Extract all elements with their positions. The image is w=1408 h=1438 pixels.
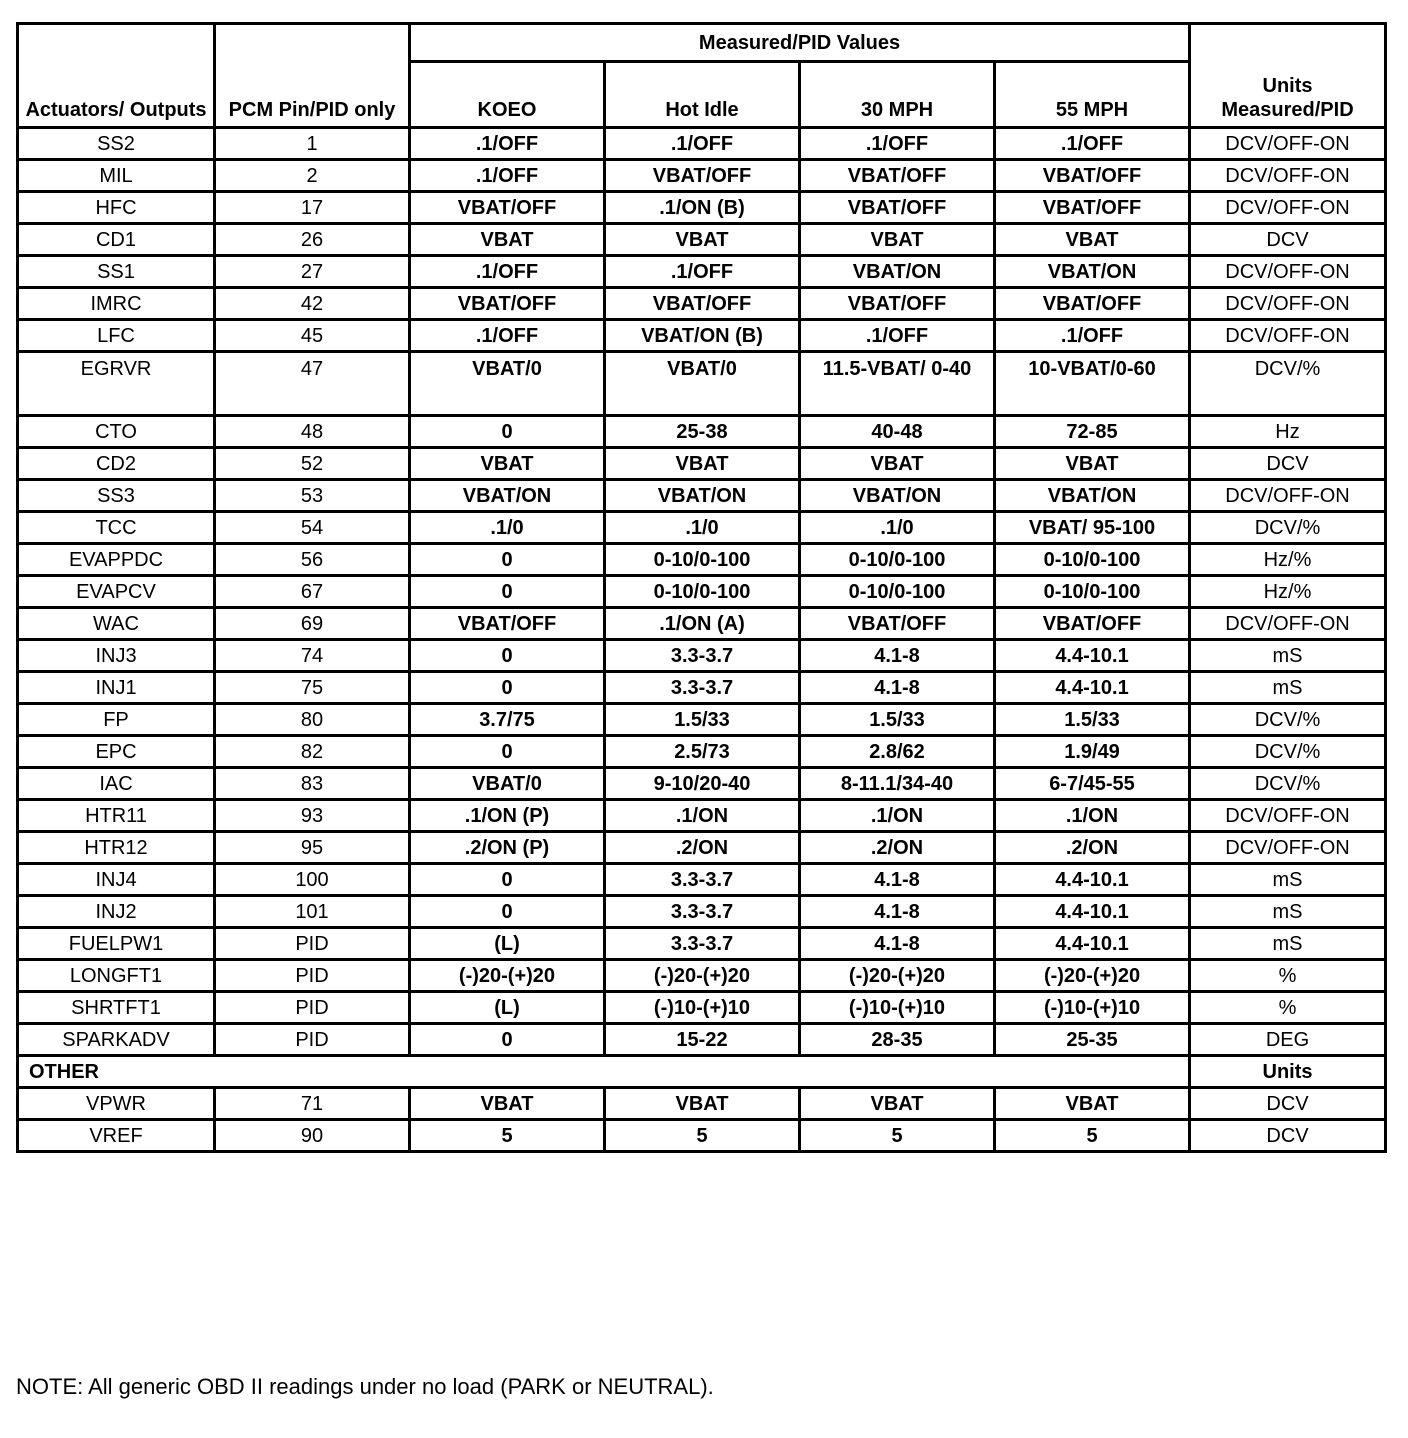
table-row <box>18 192 1386 224</box>
mph55-value: VBAT/ 95-100 <box>995 512 1190 544</box>
koeo-value: VBAT <box>410 1088 605 1120</box>
actuator-name: VPWR <box>18 1088 215 1120</box>
mph30-value: VBAT/ON <box>800 480 995 512</box>
koeo-value: .1/OFF <box>410 128 605 160</box>
koeo-value: .1/OFF <box>410 160 605 192</box>
koeo-value: 0 <box>410 672 605 704</box>
units-value: mS <box>1190 672 1386 704</box>
mph55-value: VBAT/OFF <box>995 192 1190 224</box>
table-row <box>18 512 1386 544</box>
pcm-pin: 75 <box>215 672 410 704</box>
pcm-pin: 2 <box>215 160 410 192</box>
actuator-name: TCC <box>18 512 215 544</box>
pcm-pin: 80 <box>215 704 410 736</box>
units-value: DCV/OFF-ON <box>1190 320 1386 352</box>
units-value: DCV/OFF-ON <box>1190 288 1386 320</box>
units-value: DCV/OFF-ON <box>1190 256 1386 288</box>
mph30-value: VBAT/OFF <box>800 192 995 224</box>
actuator-name: CTO <box>18 416 215 448</box>
pcm-pin: 90 <box>215 1120 410 1152</box>
koeo-value: VBAT <box>410 448 605 480</box>
other-label: OTHER <box>18 1056 1190 1088</box>
units-value: Hz/% <box>1190 576 1386 608</box>
mph55-value: 1.9/49 <box>995 736 1190 768</box>
units-value: DCV/% <box>1190 512 1386 544</box>
actuator-name: CD1 <box>18 224 215 256</box>
mph30-value: (-)20-(+)20 <box>800 960 995 992</box>
table-row <box>18 768 1386 800</box>
actuator-name: CD2 <box>18 448 215 480</box>
koeo-value: 0 <box>410 416 605 448</box>
mph55-value: 4.4-10.1 <box>995 864 1190 896</box>
actuator-name: HTR12 <box>18 832 215 864</box>
mph30-value: 1.5/33 <box>800 704 995 736</box>
koeo-value: (L) <box>410 928 605 960</box>
pcm-pin: 42 <box>215 288 410 320</box>
actuator-name: INJ1 <box>18 672 215 704</box>
footnote: NOTE: All generic OBD II readings under no load (PARK or NEUTRAL). <box>16 1374 714 1399</box>
table-row <box>18 576 1386 608</box>
hot-idle-value: (-)10-(+)10 <box>605 992 800 1024</box>
units-value: Hz/% <box>1190 544 1386 576</box>
actuator-name: FP <box>18 704 215 736</box>
mph55-value: .1/OFF <box>995 320 1190 352</box>
hot-idle-value: .1/ON (A) <box>605 608 800 640</box>
mph30-value: .1/0 <box>800 512 995 544</box>
other-section <box>18 1056 1386 1152</box>
units-value: DCV <box>1190 1088 1386 1120</box>
pcm-pin: 69 <box>215 608 410 640</box>
pcm-pin: PID <box>215 1024 410 1056</box>
pcm-pin: 54 <box>215 512 410 544</box>
mph55-value: 4.4-10.1 <box>995 672 1190 704</box>
pcm-pin: PID <box>215 960 410 992</box>
table-row <box>18 1024 1386 1056</box>
mph55-value: VBAT <box>995 1088 1190 1120</box>
units-value: DEG <box>1190 1024 1386 1056</box>
mph30-value: .1/ON <box>800 800 995 832</box>
hot-idle-value: .1/OFF <box>605 256 800 288</box>
koeo-value: VBAT/OFF <box>410 192 605 224</box>
mph55-value: VBAT/OFF <box>995 288 1190 320</box>
koeo-value: VBAT/0 <box>410 352 605 416</box>
table-row <box>18 448 1386 480</box>
hot-idle-value: 15-22 <box>605 1024 800 1056</box>
units-value: DCV/OFF-ON <box>1190 160 1386 192</box>
pcm-pin: 100 <box>215 864 410 896</box>
actuator-name: INJ2 <box>18 896 215 928</box>
mph30-value: 28-35 <box>800 1024 995 1056</box>
koeo-value: 0 <box>410 896 605 928</box>
hot-idle-value: 3.3-3.7 <box>605 864 800 896</box>
mph30-value: VBAT <box>800 448 995 480</box>
pcm-pin: PID <box>215 928 410 960</box>
units-value: DCV/OFF-ON <box>1190 800 1386 832</box>
units-value: DCV <box>1190 224 1386 256</box>
units-value: DCV/% <box>1190 736 1386 768</box>
hot-idle-value: VBAT <box>605 448 800 480</box>
header-measured-values: Measured/PID Values <box>410 24 1190 62</box>
koeo-value: 3.7/75 <box>410 704 605 736</box>
actuator-name: SHRTFT1 <box>18 992 215 1024</box>
table-row <box>18 896 1386 928</box>
table-row <box>18 480 1386 512</box>
mph30-value: VBAT <box>800 1088 995 1120</box>
mph55-value: 4.4-10.1 <box>995 928 1190 960</box>
hot-idle-value: 2.5/73 <box>605 736 800 768</box>
koeo-value: .1/0 <box>410 512 605 544</box>
actuator-name: LFC <box>18 320 215 352</box>
mph30-value: (-)10-(+)10 <box>800 992 995 1024</box>
actuator-name: FUELPW1 <box>18 928 215 960</box>
hot-idle-value: .1/ON (B) <box>605 192 800 224</box>
table-row <box>18 672 1386 704</box>
pcm-pin: 95 <box>215 832 410 864</box>
mph30-value: 4.1-8 <box>800 640 995 672</box>
hot-idle-value: 25-38 <box>605 416 800 448</box>
pcm-pin: 45 <box>215 320 410 352</box>
header-55-mph: 55 MPH <box>995 62 1190 128</box>
hot-idle-value: (-)20-(+)20 <box>605 960 800 992</box>
mph30-value: 11.5-VBAT/ 0-40 <box>800 352 995 416</box>
pcm-pin: 52 <box>215 448 410 480</box>
mph55-value: .2/ON <box>995 832 1190 864</box>
pcm-pin: 17 <box>215 192 410 224</box>
table-row <box>18 800 1386 832</box>
mph55-value: 0-10/0-100 <box>995 544 1190 576</box>
koeo-value: VBAT/0 <box>410 768 605 800</box>
actuator-name: HTR11 <box>18 800 215 832</box>
table-row <box>18 544 1386 576</box>
mph55-value: .1/OFF <box>995 128 1190 160</box>
units-value: mS <box>1190 864 1386 896</box>
koeo-value: 0 <box>410 576 605 608</box>
units-value: % <box>1190 992 1386 1024</box>
koeo-value: VBAT/OFF <box>410 608 605 640</box>
units-value: % <box>1190 960 1386 992</box>
mph55-value: VBAT/OFF <box>995 608 1190 640</box>
mph55-value: 72-85 <box>995 416 1190 448</box>
units-value: DCV <box>1190 1120 1386 1152</box>
koeo-value: VBAT/OFF <box>410 288 605 320</box>
table-row <box>18 1088 1386 1120</box>
mph30-value: .1/OFF <box>800 128 995 160</box>
mph55-value: 5 <box>995 1120 1190 1152</box>
koeo-value: .1/OFF <box>410 320 605 352</box>
actuator-name: LONGFT1 <box>18 960 215 992</box>
mph55-value: 10-VBAT/0-60 <box>995 352 1190 416</box>
mph30-value: .1/OFF <box>800 320 995 352</box>
units-value: DCV <box>1190 448 1386 480</box>
table-row <box>18 288 1386 320</box>
table-body <box>18 128 1386 1056</box>
pcm-pin: 93 <box>215 800 410 832</box>
mph55-value: VBAT/ON <box>995 256 1190 288</box>
hot-idle-value: 9-10/20-40 <box>605 768 800 800</box>
units-value: DCV/OFF-ON <box>1190 192 1386 224</box>
table-row <box>18 704 1386 736</box>
koeo-value: 0 <box>410 1024 605 1056</box>
header-hot-idle: Hot Idle <box>605 62 800 128</box>
pcm-pin: 1 <box>215 128 410 160</box>
koeo-value: VBAT/ON <box>410 480 605 512</box>
table-row <box>18 1120 1386 1152</box>
units-value: DCV/% <box>1190 704 1386 736</box>
koeo-value: .1/OFF <box>410 256 605 288</box>
pcm-pin: 56 <box>215 544 410 576</box>
hot-idle-value: .1/ON <box>605 800 800 832</box>
mph30-value: 2.8/62 <box>800 736 995 768</box>
hot-idle-value: 3.3-3.7 <box>605 640 800 672</box>
hot-idle-value: .1/0 <box>605 512 800 544</box>
koeo-value: 5 <box>410 1120 605 1152</box>
mph30-value: 0-10/0-100 <box>800 576 995 608</box>
mph30-value: VBAT/OFF <box>800 608 995 640</box>
header-koeo: KOEO <box>410 62 605 128</box>
hot-idle-value: VBAT <box>605 1088 800 1120</box>
koeo-value: 0 <box>410 640 605 672</box>
pid-values-table-sheet <box>16 22 1387 1153</box>
actuator-name: SS2 <box>18 128 215 160</box>
units-value: mS <box>1190 928 1386 960</box>
pid-values-table <box>16 22 1387 1153</box>
actuator-name: EVAPCV <box>18 576 215 608</box>
actuator-name: VREF <box>18 1120 215 1152</box>
pcm-pin: 27 <box>215 256 410 288</box>
pcm-pin: 101 <box>215 896 410 928</box>
mph55-value: .1/ON <box>995 800 1190 832</box>
mph30-value: 8-11.1/34-40 <box>800 768 995 800</box>
actuator-name: INJ4 <box>18 864 215 896</box>
table-row <box>18 128 1386 160</box>
actuator-name: EVAPPDC <box>18 544 215 576</box>
actuator-name: IMRC <box>18 288 215 320</box>
other-header-row <box>18 1056 1386 1088</box>
table-row <box>18 416 1386 448</box>
units-value: DCV/OFF-ON <box>1190 480 1386 512</box>
koeo-value: 0 <box>410 736 605 768</box>
koeo-value: VBAT <box>410 224 605 256</box>
mph55-value: 1.5/33 <box>995 704 1190 736</box>
mph30-value: 4.1-8 <box>800 864 995 896</box>
table-row <box>18 224 1386 256</box>
table-row <box>18 864 1386 896</box>
mph55-value: VBAT/ON <box>995 480 1190 512</box>
header-actuators: Actuators/ Outputs <box>18 24 215 128</box>
hot-idle-value: VBAT/ON <box>605 480 800 512</box>
actuator-name: IAC <box>18 768 215 800</box>
koeo-value: .1/ON (P) <box>410 800 605 832</box>
pcm-pin: PID <box>215 992 410 1024</box>
header-units: Units Measured/PID <box>1190 24 1386 128</box>
mph30-value: 4.1-8 <box>800 672 995 704</box>
hot-idle-value: VBAT/0 <box>605 352 800 416</box>
actuator-name: MIL <box>18 160 215 192</box>
pcm-pin: 82 <box>215 736 410 768</box>
mph55-value: VBAT <box>995 224 1190 256</box>
units-value: mS <box>1190 896 1386 928</box>
hot-idle-value: 0-10/0-100 <box>605 544 800 576</box>
mph30-value: .2/ON <box>800 832 995 864</box>
pcm-pin: 47 <box>215 352 410 416</box>
hot-idle-value: 3.3-3.7 <box>605 896 800 928</box>
mph30-value: VBAT/OFF <box>800 288 995 320</box>
hot-idle-value: 3.3-3.7 <box>605 928 800 960</box>
actuator-name: WAC <box>18 608 215 640</box>
hot-idle-value: VBAT <box>605 224 800 256</box>
pcm-pin: 53 <box>215 480 410 512</box>
table-row <box>18 256 1386 288</box>
actuator-name: EPC <box>18 736 215 768</box>
units-value: DCV/% <box>1190 352 1386 416</box>
mph55-value: (-)20-(+)20 <box>995 960 1190 992</box>
mph30-value: VBAT/ON <box>800 256 995 288</box>
hot-idle-value: VBAT/ON (B) <box>605 320 800 352</box>
mph55-value: 25-35 <box>995 1024 1190 1056</box>
actuator-name: SS3 <box>18 480 215 512</box>
mph30-value: VBAT/OFF <box>800 160 995 192</box>
table-row <box>18 832 1386 864</box>
table-row <box>18 960 1386 992</box>
pcm-pin: 48 <box>215 416 410 448</box>
header-pcm-pin: PCM Pin/PID only <box>215 24 410 128</box>
hot-idle-value: VBAT/OFF <box>605 160 800 192</box>
units-value: DCV/OFF-ON <box>1190 128 1386 160</box>
mph30-value: 4.1-8 <box>800 896 995 928</box>
pcm-pin: 71 <box>215 1088 410 1120</box>
table-row <box>18 640 1386 672</box>
table-row <box>18 352 1386 416</box>
mph55-value: 6-7/45-55 <box>995 768 1190 800</box>
mph55-value: 0-10/0-100 <box>995 576 1190 608</box>
hot-idle-value: .1/OFF <box>605 128 800 160</box>
hot-idle-value: .2/ON <box>605 832 800 864</box>
units-value: DCV/% <box>1190 768 1386 800</box>
mph30-value: 0-10/0-100 <box>800 544 995 576</box>
header-30-mph: 30 MPH <box>800 62 995 128</box>
pcm-pin: 74 <box>215 640 410 672</box>
mph30-value: 4.1-8 <box>800 928 995 960</box>
mph55-value: 4.4-10.1 <box>995 896 1190 928</box>
actuator-name: HFC <box>18 192 215 224</box>
mph30-value: VBAT <box>800 224 995 256</box>
actuator-name: INJ3 <box>18 640 215 672</box>
actuator-name: EGRVR <box>18 352 215 416</box>
hot-idle-value: 3.3-3.7 <box>605 672 800 704</box>
mph55-value: 4.4-10.1 <box>995 640 1190 672</box>
koeo-value: .2/ON (P) <box>410 832 605 864</box>
table-row <box>18 992 1386 1024</box>
mph55-value: VBAT/OFF <box>995 160 1190 192</box>
table-row <box>18 736 1386 768</box>
mph55-value: VBAT <box>995 448 1190 480</box>
units-value: DCV/OFF-ON <box>1190 832 1386 864</box>
pcm-pin: 67 <box>215 576 410 608</box>
hot-idle-value: 1.5/33 <box>605 704 800 736</box>
units-value: DCV/OFF-ON <box>1190 608 1386 640</box>
hot-idle-value: 5 <box>605 1120 800 1152</box>
koeo-value: (-)20-(+)20 <box>410 960 605 992</box>
mph30-value: 40-48 <box>800 416 995 448</box>
units-value: Hz <box>1190 416 1386 448</box>
mph30-value: 5 <box>800 1120 995 1152</box>
hot-idle-value: VBAT/OFF <box>605 288 800 320</box>
table-row <box>18 608 1386 640</box>
table-row <box>18 928 1386 960</box>
other-units-label: Units <box>1190 1056 1386 1088</box>
pcm-pin: 26 <box>215 224 410 256</box>
koeo-value: 0 <box>410 864 605 896</box>
table-row <box>18 160 1386 192</box>
actuator-name: SPARKADV <box>18 1024 215 1056</box>
mph55-value: (-)10-(+)10 <box>995 992 1190 1024</box>
actuator-name: SS1 <box>18 256 215 288</box>
koeo-value: (L) <box>410 992 605 1024</box>
pcm-pin: 83 <box>215 768 410 800</box>
koeo-value: 0 <box>410 544 605 576</box>
table-row <box>18 320 1386 352</box>
hot-idle-value: 0-10/0-100 <box>605 576 800 608</box>
units-value: mS <box>1190 640 1386 672</box>
